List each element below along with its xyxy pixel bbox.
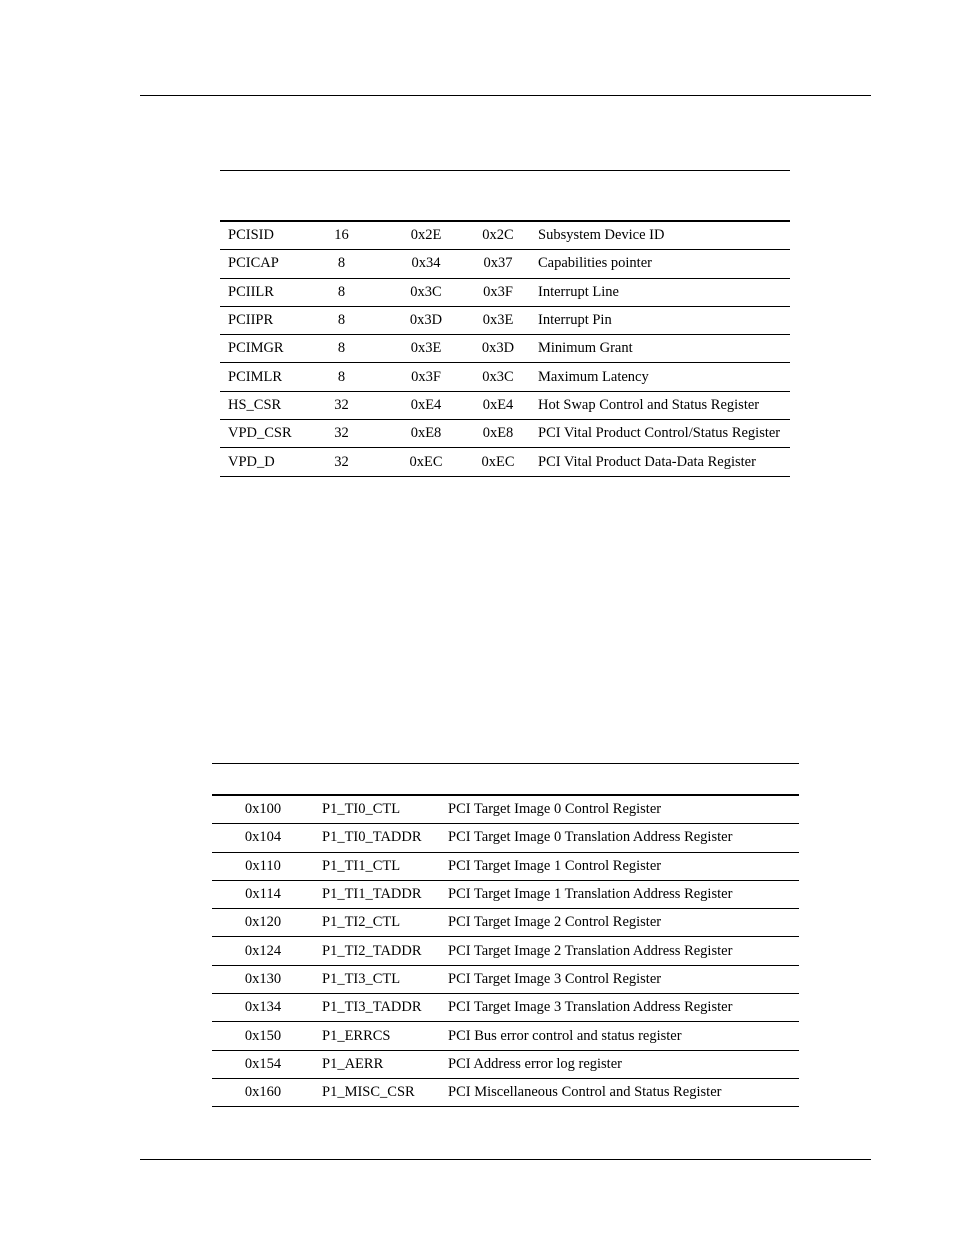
register-description: PCI Target Image 3 Control Register [448,965,799,993]
table-row [220,335,790,363]
header-rule [140,95,871,96]
table-row [212,795,799,824]
register-offset-b: 0xEC [462,448,534,476]
register-name: P1_ERRCS [314,1022,448,1050]
register-name: PCIILR [220,278,327,306]
register-size: 8 [327,278,356,306]
register-offset-b: 0x3F [462,278,534,306]
register-description: PCI Address error log register [448,1050,799,1078]
table-row [220,250,790,278]
register-name: P1_TI3_TADDR [314,994,448,1022]
table-row [212,937,799,965]
register-offset-b: 0x3C [462,363,534,391]
register-size: 32 [327,391,356,419]
register-offset: 0x100 [212,795,314,824]
table1-top-rule [220,170,790,171]
register-offset: 0x120 [212,909,314,937]
register-description: Subsystem Device ID [534,221,790,250]
register-description: Capabilities pointer [534,250,790,278]
register-offset-b: 0xE8 [462,420,534,448]
register-offset-b: 0x2C [462,221,534,250]
register-offset: 0x150 [212,1022,314,1050]
register-description: Minimum Grant [534,335,790,363]
table-row [220,391,790,419]
register-name: P1_TI1_CTL [314,852,448,880]
register-offset-a: 0x3C [356,278,462,306]
register-name: P1_TI3_CTL [314,965,448,993]
register-offset: 0x130 [212,965,314,993]
register-offset: 0x110 [212,852,314,880]
register-offset-a: 0xE4 [356,391,462,419]
register-offset: 0x124 [212,937,314,965]
register-name: P1_TI1_TADDR [314,880,448,908]
register-offset-a: 0x3D [356,306,462,334]
register-description: PCI Target Image 0 Translation Address Register [448,824,799,852]
pci-target-register-table [212,794,799,1107]
table-row [212,994,799,1022]
register-description: PCI Bus error control and status register [448,1022,799,1050]
register-size: 32 [327,420,356,448]
table-row [212,909,799,937]
register-name: PCISID [220,221,327,250]
table-row [220,306,790,334]
pci-config-register-table [220,220,790,477]
table-row [212,965,799,993]
register-name: P1_TI2_CTL [314,909,448,937]
register-offset-b: 0x3E [462,306,534,334]
table-row [212,1050,799,1078]
register-description: PCI Target Image 3 Translation Address Register [448,994,799,1022]
table-row [212,880,799,908]
register-offset-a: 0x34 [356,250,462,278]
register-name: PCICAP [220,250,327,278]
register-offset: 0x104 [212,824,314,852]
register-size: 8 [327,306,356,334]
register-name: P1_TI2_TADDR [314,937,448,965]
register-name: PCIMLR [220,363,327,391]
register-size: 32 [327,448,356,476]
register-offset-a: 0x3E [356,335,462,363]
register-name: VPD_D [220,448,327,476]
register-description: PCI Target Image 2 Control Register [448,909,799,937]
register-size: 8 [327,363,356,391]
register-description: Hot Swap Control and Status Register [534,391,790,419]
register-name: P1_TI0_CTL [314,795,448,824]
register-offset-a: 0x2E [356,221,462,250]
register-offset-a: 0xE8 [356,420,462,448]
register-description: Interrupt Line [534,278,790,306]
table-row [220,221,790,250]
table-row [212,824,799,852]
register-description: PCI Target Image 1 Translation Address Register [448,880,799,908]
register-offset: 0x154 [212,1050,314,1078]
register-name: P1_MISC_CSR [314,1078,448,1106]
table-row [212,852,799,880]
register-description: PCI Vital Product Data-Data Register [534,448,790,476]
register-offset: 0x114 [212,880,314,908]
register-description: Interrupt Pin [534,306,790,334]
register-description: PCI Target Image 1 Control Register [448,852,799,880]
register-description: Maximum Latency [534,363,790,391]
table-row [220,420,790,448]
register-offset-a: 0xEC [356,448,462,476]
register-name: HS_CSR [220,391,327,419]
register-offset: 0x160 [212,1078,314,1106]
register-size: 8 [327,335,356,363]
register-offset-b: 0xE4 [462,391,534,419]
register-name: PCIMGR [220,335,327,363]
register-description: PCI Target Image 2 Translation Address Register [448,937,799,965]
register-offset-a: 0x3F [356,363,462,391]
register-description: PCI Vital Product Control/Status Register [534,420,790,448]
table2-top-rule [212,763,799,764]
register-offset-b: 0x37 [462,250,534,278]
register-size: 16 [327,221,356,250]
table-row [220,448,790,476]
table-row [220,363,790,391]
register-name: P1_TI0_TADDR [314,824,448,852]
table-row [220,278,790,306]
table-row [212,1078,799,1106]
register-size: 8 [327,250,356,278]
register-description: PCI Target Image 0 Control Register [448,795,799,824]
footer-rule [140,1159,871,1160]
table-row [212,1022,799,1050]
register-name: VPD_CSR [220,420,327,448]
register-name: P1_AERR [314,1050,448,1078]
register-description: PCI Miscellaneous Control and Status Register [448,1078,799,1106]
register-offset: 0x134 [212,994,314,1022]
register-name: PCIIPR [220,306,327,334]
register-offset-b: 0x3D [462,335,534,363]
